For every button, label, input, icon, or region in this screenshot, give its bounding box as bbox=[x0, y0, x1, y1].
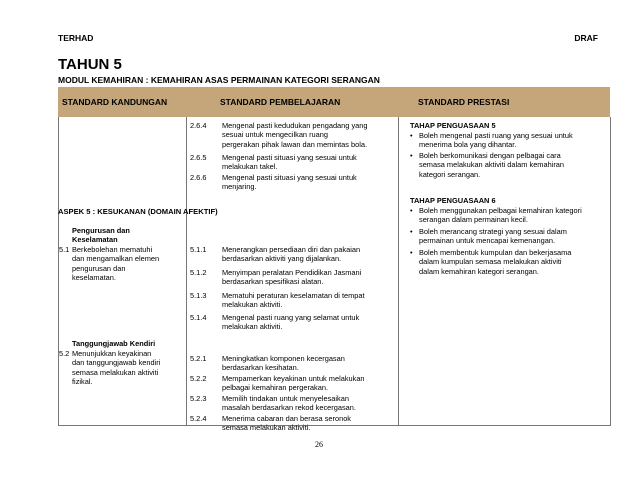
module-title: MODUL KEMAHIRAN : KEMAHIRAN ASAS PERMAINAN KATEGORI SERANGAN bbox=[58, 75, 380, 85]
sp-text-line: berdasarkan aktiviti yang dijalankan. bbox=[222, 254, 342, 264]
col-header-kandungan: STANDARD KANDUNGAN bbox=[62, 97, 168, 107]
sp-text-line: melakukan takel. bbox=[222, 162, 278, 172]
sp-text-line: melakukan aktiviti. bbox=[222, 300, 283, 310]
prestasi-bullet bbox=[419, 227, 567, 246]
sp-number: 5.2.4 bbox=[190, 414, 207, 423]
sp-text-line: Meningkatkan komponen kecergasan bbox=[222, 354, 345, 363]
sk1-text bbox=[72, 245, 159, 282]
sk1-text-line: keselamatan. bbox=[72, 272, 116, 282]
sk2-text-line: Menunjukkan keyakinan bbox=[72, 349, 152, 358]
sk1-text-line: dan mengamalkan elemen bbox=[72, 254, 160, 264]
sk2-text-line: fizikal. bbox=[72, 376, 93, 386]
prestasi-bullet bbox=[419, 131, 573, 150]
grid-line bbox=[398, 117, 399, 425]
sk2-text-line: semasa melakukan aktiviti bbox=[72, 367, 159, 377]
prestasi-bullet-line: permainan untuk mencapai kemenangan. bbox=[419, 236, 555, 246]
sp-number: 2.6.5 bbox=[190, 153, 207, 162]
sk2-text bbox=[72, 349, 160, 386]
sp-text bbox=[222, 291, 365, 310]
sp-number: 5.1.1 bbox=[190, 245, 207, 254]
aspek-heading: ASPEK 5 : KESUKANAN (DOMAIN AFEKTIF) bbox=[58, 207, 218, 216]
sp-text bbox=[222, 313, 359, 332]
sp-number: 5.1.3 bbox=[190, 291, 207, 300]
prestasi-bullet-line: • Boleh berkomunikasi dengan pelbagai cara bbox=[419, 151, 561, 160]
grid-line bbox=[186, 117, 187, 425]
sk2-text-line: dan tanggungjawab kendiri bbox=[72, 358, 161, 368]
page-number: 26 bbox=[315, 440, 323, 449]
sk2-number: 5.2 bbox=[59, 349, 70, 358]
col-header-prestasi: STANDARD PRESTASI bbox=[418, 97, 510, 107]
sp-text-line: Mempamerkan keyakinan untuk melakukan bbox=[222, 374, 365, 383]
page-title: TAHUN 5 bbox=[58, 56, 122, 73]
sp-text bbox=[222, 121, 367, 149]
sp-number: 5.2.3 bbox=[190, 394, 207, 403]
prestasi-bullet-line: • Boleh menggunakan pelbagai kemahiran kategori bbox=[419, 206, 582, 215]
sp-number: 2.6.4 bbox=[190, 121, 207, 130]
sk1-text-line: Berkebolehan mematuhi bbox=[72, 245, 153, 254]
grid-line bbox=[610, 117, 611, 425]
sp-text-line: pergerakan pihak lawan dan memintas bola. bbox=[222, 139, 368, 149]
sp-text-line: Mengenal pasti ruang yang selamat untuk bbox=[222, 313, 360, 322]
sp-text bbox=[222, 268, 361, 287]
sp-text bbox=[222, 153, 357, 172]
sp-text-line: Menerima cabaran dan berasa seronok bbox=[222, 414, 352, 423]
prestasi-bullet bbox=[419, 206, 582, 225]
sk1-title bbox=[72, 226, 130, 245]
sp-number: 5.1.2 bbox=[190, 268, 207, 277]
sp-text-line: Memilih tindakan untuk menyelesaikan bbox=[222, 394, 349, 403]
sp-text bbox=[222, 374, 365, 393]
header-right: DRAF bbox=[574, 33, 598, 43]
grid-line bbox=[58, 117, 59, 425]
sp-number: 2.6.6 bbox=[190, 173, 207, 182]
sp-text-line: semasa melakukan aktiviti. bbox=[222, 423, 311, 433]
prestasi-bullet-line: kategori serangan. bbox=[419, 169, 481, 179]
sp-text-line: berdasarkan kesihatan. bbox=[222, 363, 299, 373]
sk1-text-line: pengurusan dan bbox=[72, 263, 126, 273]
sp-text bbox=[222, 245, 360, 264]
prestasi-bullet-line: • Boleh merancang strategi yang sesuai dalam bbox=[419, 227, 567, 236]
col-header-pembelajaran: STANDARD PEMBELAJARAN bbox=[220, 97, 341, 107]
sp-text-line: Menerangkan persediaan diri dan pakaian bbox=[222, 245, 361, 254]
sp-text bbox=[222, 414, 351, 433]
header-left: TERHAD bbox=[58, 33, 94, 43]
prestasi-bullet bbox=[419, 248, 571, 276]
prestasi-bullet-line: semasa melakukan aktiviti dalam kemahiran bbox=[419, 160, 565, 170]
prestasi-bullet-line: • Boleh membentuk kumpulan dan bekerjasama bbox=[419, 248, 572, 257]
sk2-title bbox=[72, 339, 155, 348]
sp-text-line: Menyimpan peralatan Pendidikan Jasmani bbox=[222, 268, 362, 277]
sp-text-line: Mematuhi peraturan keselamatan di tempat bbox=[222, 291, 365, 300]
prestasi-bullet-line: menerima bola yang dihantar. bbox=[419, 140, 517, 150]
sp-number: 5.2.1 bbox=[190, 354, 207, 363]
column-header-band bbox=[58, 87, 610, 117]
tp6-heading: TAHAP PENGUASAAN 6 bbox=[410, 196, 496, 205]
sk1-title-line: Pengurusan dan bbox=[72, 226, 130, 235]
sp-number: 5.1.4 bbox=[190, 313, 207, 322]
sp-text-line: melakukan aktiviti. bbox=[222, 322, 283, 332]
sp-text-line: Mengenal pasti situasi yang sesuai untuk bbox=[222, 173, 357, 182]
sp-text-line: menjaring. bbox=[222, 182, 257, 192]
sp-text bbox=[222, 394, 356, 413]
sp-text-line: berdasarkan spesifikasi alatan. bbox=[222, 277, 324, 287]
sk1-number: 5.1 bbox=[59, 245, 70, 254]
sp-text-line: sesuai untuk mengecilkan ruang bbox=[222, 130, 328, 140]
prestasi-bullet bbox=[419, 151, 564, 179]
sp-text bbox=[222, 173, 357, 192]
prestasi-bullet-line: serangan dalam permainan kecil. bbox=[419, 215, 528, 225]
prestasi-bullet-line: dalam kumpulan semasa melakukan aktiviti bbox=[419, 257, 562, 267]
prestasi-bullet-line: dalam kemahiran kategori serangan. bbox=[419, 266, 539, 276]
sp-text bbox=[222, 354, 345, 373]
sk2-title-line: Tanggungjawab Kendiri bbox=[72, 339, 156, 348]
sp-text-line: masalah berdasarkan rekod kecergasan. bbox=[222, 403, 356, 413]
sp-text-line: pelbagai kemahiran pergerakan. bbox=[222, 383, 329, 393]
sp-text-line: Mengenal pasti situasi yang sesuai untuk bbox=[222, 153, 357, 162]
sp-text-line: Mengenal pasti kedudukan pengadang yang bbox=[222, 121, 368, 130]
prestasi-bullet-line: • Boleh mengenal pasti ruang yang sesuai untuk bbox=[419, 131, 573, 140]
sp-number: 5.2.2 bbox=[190, 374, 207, 383]
tp5-heading: TAHAP PENGUASAAN 5 bbox=[410, 121, 496, 130]
sk1-title-line: Keselamatan bbox=[72, 235, 118, 245]
